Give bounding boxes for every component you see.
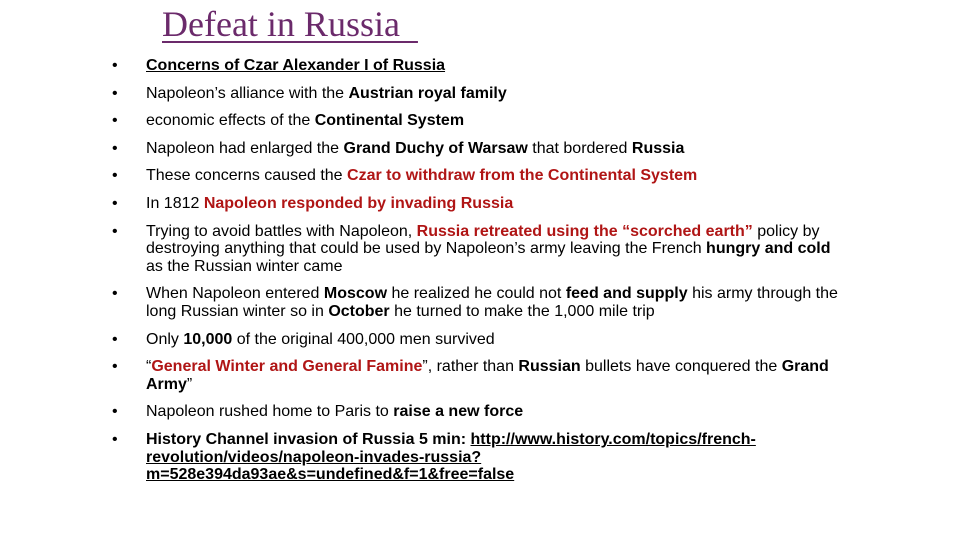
bullet-item (112, 167, 842, 185)
bullet-text: he turned to make the 1,000 mile trip (389, 302, 655, 320)
bullet-text: that bordered (527, 139, 632, 157)
bullet-text: policy by destroying anything that could be used by Napoleon’s army leaving the French (146, 222, 820, 258)
bullet-text: ”, rather than (422, 358, 519, 376)
bullet-item (112, 57, 842, 75)
bullet-dot: • (112, 194, 118, 212)
bullet-text: Only (146, 330, 184, 348)
bullet-item (112, 285, 842, 320)
bullet-text: “ (146, 358, 152, 376)
bullet-dot: • (112, 112, 118, 130)
bullet-text: Napoleon rushed home to Paris to (146, 403, 394, 421)
bullet-text: Napoleon responded by invading Russia (203, 194, 514, 212)
bullet-text: Napoleon had enlarged the (146, 139, 344, 157)
bullet-item (112, 331, 842, 349)
bullet-item (112, 195, 842, 213)
bullet-text: ” (186, 375, 193, 393)
bullet-text: Continental System (314, 112, 465, 130)
bullet-text: as the Russian winter came (146, 257, 343, 275)
bullet-text: In 1812 (146, 194, 204, 212)
bullet-text: When Napoleon entered (146, 285, 324, 303)
bullet-text: his army through the long Russian winter so in (146, 285, 838, 320)
bullet-list (112, 54, 842, 484)
bullet-dot: • (112, 57, 118, 74)
bullet-text: he realized he could not (387, 285, 566, 303)
bullet-text: economic effects of the (146, 112, 315, 130)
bullet-dot: • (112, 330, 118, 348)
bullet-text: These concerns caused the (146, 167, 348, 185)
bullet-item (112, 140, 842, 158)
bullet-item (112, 85, 842, 103)
bullet-text: Czar to withdraw from the Continental System (347, 167, 698, 185)
bullet-text: Moscow (323, 285, 388, 303)
bullet-dot: • (112, 167, 118, 185)
bullet-text: feed and supply (565, 285, 688, 303)
bullet-text: Grand Duchy of Warsaw (343, 139, 528, 157)
bullet-item (112, 358, 842, 393)
bullet-text: Russian (518, 358, 581, 376)
bullet-item (112, 403, 842, 421)
bullet-dot: • (112, 84, 118, 102)
bullet-dot: • (112, 222, 118, 240)
bullet-item (112, 112, 842, 130)
bullet-text: 10,000 (183, 330, 233, 348)
bullet-dot: • (112, 358, 118, 376)
bullet-dot: • (112, 285, 118, 303)
bullet-text: Concerns of Czar Alexander I of Russia (146, 57, 446, 74)
bullet-text: Trying to avoid battles with Napoleon, (146, 222, 417, 240)
bullet-text: General Winter and General Famine (151, 358, 423, 376)
bullet-item (112, 223, 842, 276)
bullet-dot: • (112, 403, 118, 421)
slide-title: Defeat in Russia (162, 4, 418, 44)
bullet-text: Austrian royal family (348, 84, 507, 102)
bullet-text: Napoleon’s alliance with the (146, 84, 349, 102)
video-link[interactable]: http://www.history.com/topics/french-revolution/videos/napoleon-invades-russia?m=528e394da93ae&s=undefined&f=1&free=false (146, 430, 756, 484)
bullet-text: hungry and cold (706, 240, 831, 258)
bullet-text: Russia retreated using the “scorched earth” (416, 222, 753, 240)
bullet-dot: • (112, 139, 118, 157)
bullet-item (112, 431, 842, 484)
bullet-dot: • (112, 430, 118, 448)
bullet-text: Russia (631, 139, 685, 157)
bullet-text: raise a new force (393, 403, 524, 421)
bullet-text: bullets have conquered the (580, 358, 782, 376)
bullet-text: of the original 400,000 men survived (232, 330, 495, 348)
bullet-text: History Channel invasion of Russia 5 min: (146, 430, 471, 448)
bullet-text: Grand Army (146, 358, 829, 393)
bullet-text: October (328, 302, 390, 320)
